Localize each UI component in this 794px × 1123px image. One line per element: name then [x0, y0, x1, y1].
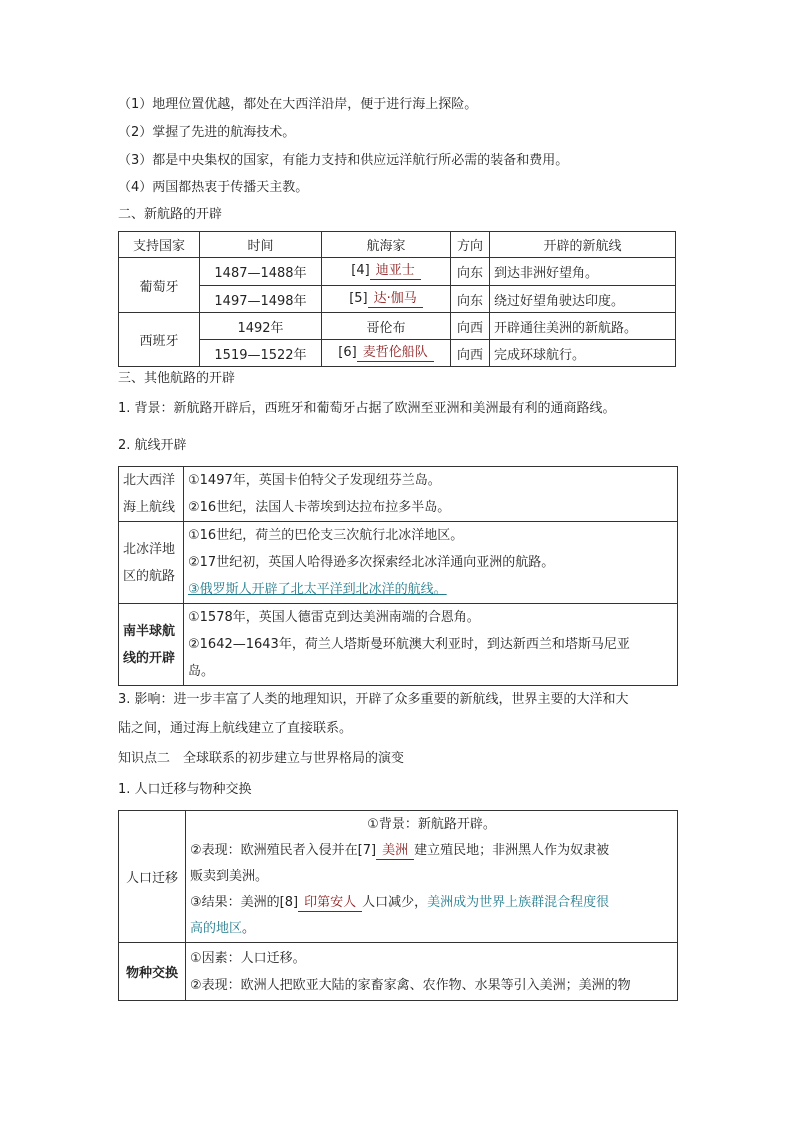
- background-text: 1. 背景：新航路开辟后，西班牙和葡萄牙占据了欧洲至亚洲和美洲最有利的通商路线。: [118, 401, 616, 416]
- row-navigator: [5] 达·伽马: [322, 286, 451, 313]
- impact-line-1: 3. 影响：进一步丰富了人类的地理知识，开辟了众多重要的新航线，世界主要的大洋和大: [118, 692, 629, 707]
- header-direction: 方向: [451, 232, 490, 258]
- migration-performance: ②表现：欧洲殖民者入侵并在[7] 美洲 建立殖民地；非洲黑人作为奴隶被: [190, 842, 610, 858]
- answer-blank: 美洲: [376, 843, 414, 860]
- header-time: 时间: [200, 232, 322, 258]
- factor-1: （1）地理位置优越，都处在大西洋沿岸，便于进行海上探险。: [118, 97, 478, 112]
- new-routes-table: [118, 231, 676, 367]
- row-direction: 向东: [451, 258, 490, 286]
- migration-label: 人口迁移: [119, 811, 186, 943]
- route-label: 南半球航 线的开辟: [119, 604, 184, 686]
- row-route: 开辟通往美洲的新航路。: [490, 313, 676, 340]
- migration-table: [118, 810, 678, 1001]
- factor-4: （4）两国都热衷于传播天主教。: [118, 180, 309, 195]
- impact-line-2: 陆之间，通过海上航线建立了直接联系。: [118, 721, 353, 736]
- migration-title: 1. 人口迁移与物种交换: [118, 782, 252, 797]
- row-navigator: [4] 迪亚士: [322, 258, 451, 286]
- row-time: 1487—1488年: [200, 258, 322, 286]
- answer-blank: 达·伽马: [368, 291, 423, 308]
- header-route: 开辟的新航线: [490, 232, 676, 258]
- route-label: 北大西洋 海上航线: [119, 467, 184, 522]
- country-portugal: 葡萄牙: [119, 258, 200, 313]
- table-row: [119, 313, 676, 340]
- section-3-title: 三、其他航路的开辟: [118, 371, 236, 386]
- migration-result: ③结果：美洲的[8] 印第安人 人口减少，美洲成为世界上族群混合程度很: [190, 894, 610, 910]
- row-route: 绕过好望角驶达印度。: [490, 286, 676, 313]
- route-label: 北冰洋地 区的航路: [119, 522, 184, 604]
- row-route: 完成环球航行。: [490, 340, 676, 367]
- table-row: [119, 286, 676, 313]
- table-row: [119, 340, 676, 367]
- answer-blank: 迪亚士: [370, 263, 421, 280]
- row-time: 1492年: [200, 313, 322, 340]
- table-row: [119, 522, 678, 604]
- section-2-title: 二、新航路的开辟: [118, 207, 223, 222]
- row-navigator: 哥伦布: [322, 313, 451, 340]
- route-items: ①1578年，英国人德雷克到达美洲南端的合恩角。 ②1642—1643年，荷兰人塔斯曼环航澳大利亚时，到达新西兰和塔斯马尼亚 岛。: [184, 604, 678, 686]
- row-navigator: [6] 麦哲伦船队: [322, 340, 451, 367]
- species-content: ①因素：人口迁移。 ②表现：欧洲人把欧亚大陆的家畜家禽、农作物、水果等引入美洲；美洲的物: [186, 943, 678, 1001]
- row-direction: 向东: [451, 286, 490, 313]
- table-row: [119, 943, 678, 1001]
- route-items: ①1497年，英国卡伯特父子发现纽芬兰岛。 ②16世纪，法国人卡蒂埃到达拉布拉多半岛。: [184, 467, 678, 522]
- migration-background: ①背景：新航路开辟。: [367, 816, 496, 832]
- factor-3: （3）都是中央集权的国家，有能力支持和供应远洋航行所必需的装备和费用。: [118, 153, 569, 168]
- route-items: ①16世纪，荷兰的巴伦支三次航行北冰洋地区。 ②17世纪初，英国人哈得逊多次探索经北冰洋通向亚洲的航路。 ③俄罗斯人开辟了北太平洋到北冰洋的航线。: [184, 522, 678, 604]
- knowledge-2-title: 知识点二 全球联系的初步建立与世界格局的演变: [118, 751, 405, 766]
- other-routes-table: [118, 466, 678, 686]
- answer-blank: 印第安人: [298, 895, 362, 912]
- table-row: [119, 811, 678, 943]
- row-time: 1519—1522年: [200, 340, 322, 367]
- factor-2: （2）掌握了先进的航海技术。: [118, 125, 296, 140]
- row-direction: 向西: [451, 313, 490, 340]
- row-route: 到达非洲好望角。: [490, 258, 676, 286]
- header-country: 支持国家: [119, 232, 200, 258]
- highlight-text: ③俄罗斯人开辟了北太平洋到北冰洋的航线。: [188, 582, 447, 597]
- row-time: 1497—1498年: [200, 286, 322, 313]
- row-direction: 向西: [451, 340, 490, 367]
- species-label: 物种交换: [119, 943, 186, 1001]
- migration-content: ①背景：新航路开辟。 ②表现：欧洲殖民者入侵并在[7] 美洲 建立殖民地；非洲黑人作为奴隶被 贩卖到美洲。 ③结果：美洲的[8] 印第安人 人口减少，美洲成为世界上族群混合程度很 高的地区。: [186, 811, 678, 943]
- table-row: [119, 467, 678, 522]
- routes-open-title: 2. 航线开辟: [118, 438, 187, 453]
- answer-blank: 麦哲伦船队: [357, 345, 434, 362]
- table-row: [119, 258, 676, 286]
- country-spain: 西班牙: [119, 313, 200, 367]
- table-row: [119, 604, 678, 686]
- header-navigator: 航海家: [322, 232, 451, 258]
- table-header-row: [119, 232, 676, 258]
